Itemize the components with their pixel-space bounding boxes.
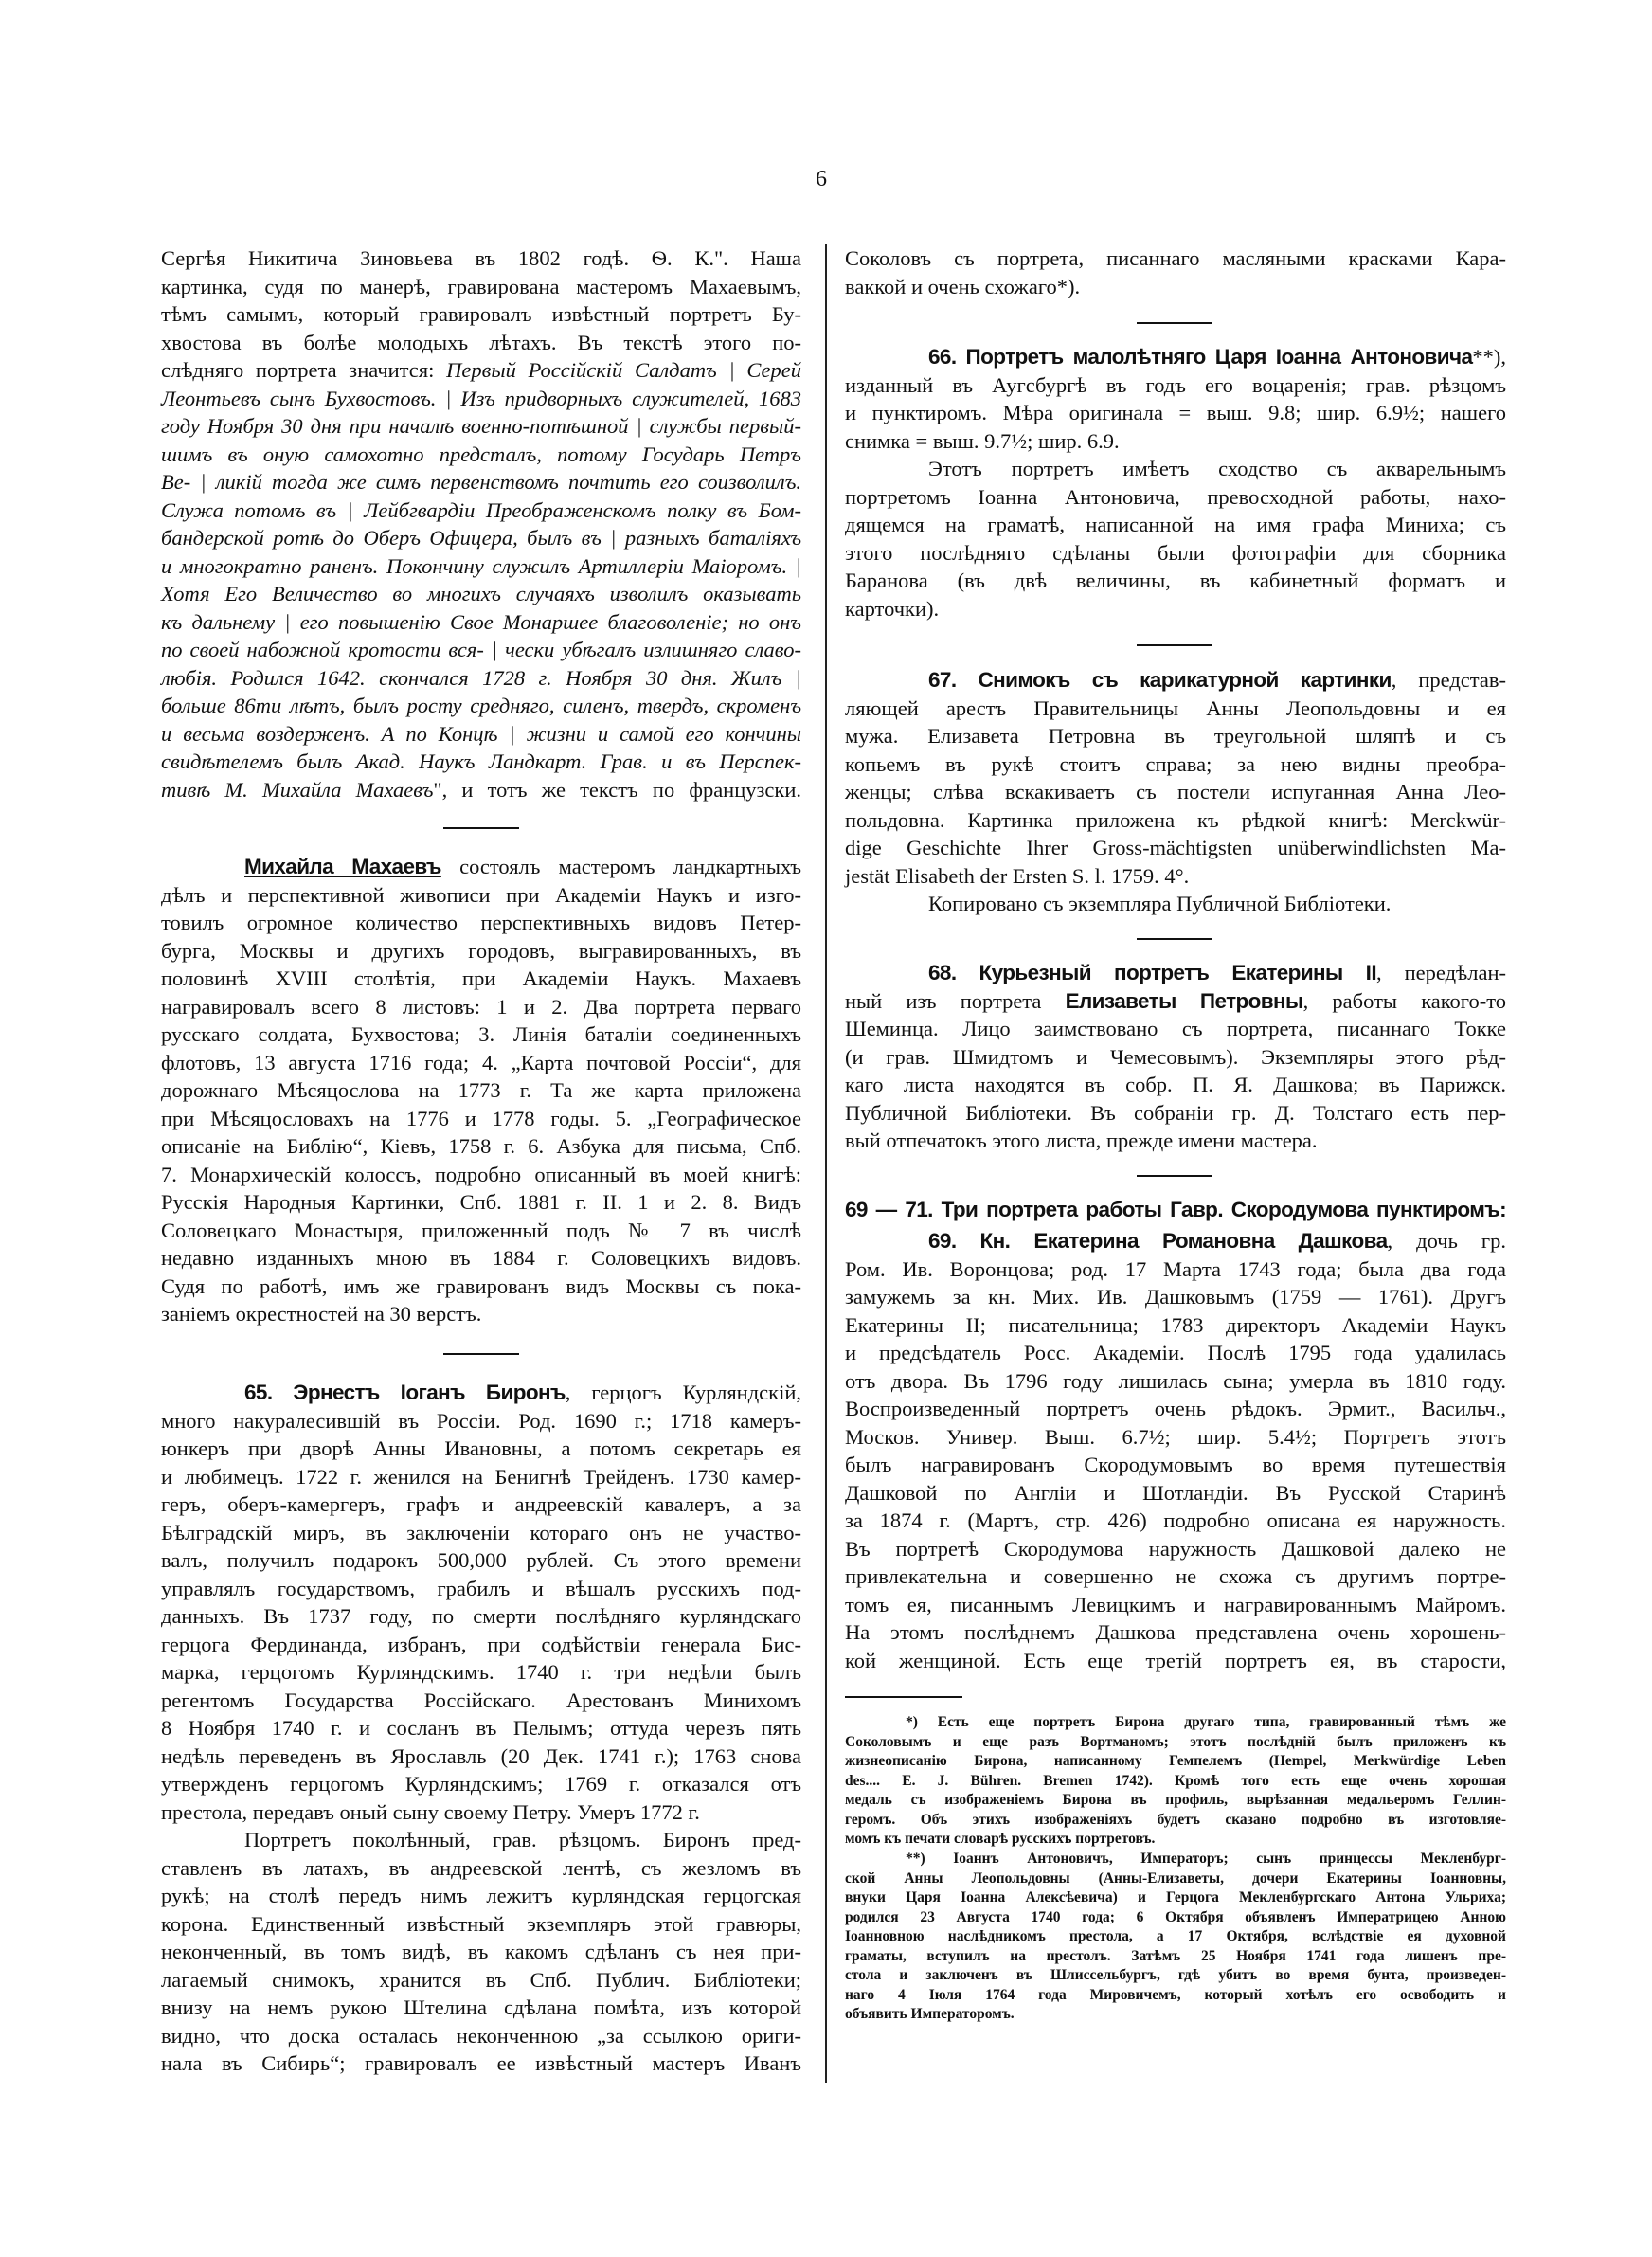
text-segment: хвостова въ болѣе молодыхъ лѣтахъ. Въ текстѣ этого по- [161,330,801,354]
bold-heading: 65. Эрнестъ Іоганъ Биронъ [244,1381,566,1404]
text-segment: Публичной Библіотеки. Въ собраніи гр. Д. Толстаго есть пер- [845,1100,1506,1125]
text-segment: наго 4 Іюля 1764 года Мировичемъ, который хотѣлъ его освободить и [845,1986,1506,2003]
text-segment: товилъ огромное количество перспективныхъ видовъ Петер- [161,911,801,934]
paragraph-66-description [845,455,1506,623]
text-line [161,1994,801,2022]
text-line [845,1752,1506,1772]
italic-text: свидѣтелемъ былъ Акад. Наукъ Ландкарт. Грав. и въ Перспек- [161,749,801,773]
text-line [845,2005,1506,2025]
italic-text: бандерской ротѣ до Оберъ Офицера, былъ въ | разныхъ баталіяхъ [161,526,801,550]
text-segment: кой женщиной. Есть еще третій портретъ ея, въ старости, [845,1648,1506,1672]
text-segment: данныхъ. Въ 1737 году, по смерти послѣдняго курляндскаго [161,1604,801,1628]
text-line [845,1311,1506,1340]
text-segment: Въ портретѣ Скородумова наружность Дашковой далеко не [845,1536,1506,1561]
text-segment: жизнеописанію Бирона, написанному Гемпелемъ (Hempel, Merkwürdige Leben [845,1753,1506,1769]
text-line [845,1927,1506,1947]
text-segment: , герцогъ Курляндскій, [565,1381,801,1404]
footnote-divider [845,1696,962,1698]
text-line [845,987,1506,1016]
text-segment: корона. Единственный извѣстный экземпляръ этой гравюры, [161,1911,801,1936]
text-segment: лагаемый снимокъ, хранится въ Спб. Публич. Библіотеки; [161,1967,801,1992]
text-segment: внуки Царя Іоанна Алексѣевича) и Герцога Мекленбургскаго Антона Ульриха; [845,1889,1506,1905]
entry-66-ioann-antonovich [845,343,1506,455]
text-line [161,2022,801,2050]
text-line [161,1631,801,1659]
text-line [845,1618,1506,1647]
text-segment: , представ- [1391,668,1506,692]
text-line [845,1791,1506,1811]
text-segment: внизу на немъ рукою Штелина сдѣлана помѣта, изъ которой [161,1995,801,2019]
text-segment: много накуралесившій въ Россіи. Род. 1690 г.; 1718 камеръ- [161,1408,801,1433]
text-segment: дѣлъ и перспективной живописи при Академіи Наукъ и изго- [161,882,801,907]
text-line [161,1546,801,1575]
text-segment: вый отпечатокъ этого листа, прежде имени мастера. [845,1128,1318,1152]
text-line [845,695,1506,723]
text-line [161,636,801,664]
text-line [161,1132,801,1161]
text-line [161,692,801,720]
text-line [845,511,1506,539]
text-line [845,890,1506,918]
text-line [845,1591,1506,1619]
text-line [161,552,801,581]
text-line [161,356,801,385]
text-segment: бурга, Москвы и другихъ городовъ, выгравированныхъ, въ [161,938,801,963]
text-line [845,806,1506,835]
text-segment: ляющей арестъ Правительницы Анны Леопольдовны и ея [845,695,1506,720]
text-line [161,1217,801,1245]
text-segment: граматы, вступилъ на престолъ. Затѣмъ 25 Ноября 1741 года лишенъ пре- [845,1947,1506,1964]
bold-heading: 69. Кн. Екатерина Романовна Дашкова [928,1229,1388,1253]
text-line [845,1071,1506,1099]
text-segment: герцога Фердинанда, избранъ, при содѣйствіи генерала Бис- [161,1632,801,1656]
text-segment: (и грав. Шмидтомъ и Чемесовымъ). Экземпляры этого рѣд- [845,1044,1506,1069]
text-segment: Русскія Народныя Картинки, Спб. 1881 г. II. 1 и 2. 8. Видъ [161,1190,801,1214]
text-segment: стола и заключенъ въ Шлиссельбургъ, гдѣ убитъ во время бунта, произведен- [845,1967,1506,1983]
section-heading-69-71 [845,1196,1506,1224]
text-segment: ваккой и очень схожаго*). [845,274,1081,298]
text-segment: момъ къ печати словарѣ русскихъ портретовъ. [845,1831,1156,1847]
italic-text: году Ноября 30 дня при началѣ военно-потѣшной | службы первый- [161,414,801,438]
text-line [845,1830,1506,1850]
text-line [845,1811,1506,1831]
text-segment: des.... E. J. Bühren. Bremen 1742). Кромѣ того есть еще очень хорошая [845,1772,1506,1789]
text-segment: Воспроизведенный портретъ очень рѣдокъ. Эрмит., Васильч., [845,1397,1506,1420]
text-segment: Шеминца. Лицо заимствовано съ портрета, писаннаго Токке [845,1017,1506,1040]
text-segment: дящемся на граматѣ, написанной на имя графа Миниха; съ [845,513,1506,536]
italic-text: по своей набожной кротости вся- | чески убѣгалъ излишняго славо- [161,638,801,661]
italic-text: Ве- | ликій тогда же симъ первенствомъ почтить его соизволилъ. [161,470,801,494]
text-line [161,1938,801,1966]
text-line [161,1463,801,1491]
text-segment: Дашковой по Англіи и Шотландіи. Въ Русской Старинѣ [845,1480,1506,1505]
paragraph-makhaev [161,853,801,1328]
text-segment: снимка = выш. 9.7½; шир. 6.9. [845,428,1120,453]
text-line [161,1407,801,1435]
text-segment: престола, передавъ оный сыну своему Петру. Умеръ 1772 г. [161,1799,700,1824]
text-line [845,399,1506,427]
text-line [161,1519,801,1547]
section-divider [1137,644,1212,646]
text-segment: замужемъ за кн. Мих. Ив. Дашковымъ (1759 — 1761). Другъ [845,1285,1506,1309]
paragraph-biron-portrait [161,1826,801,2078]
text-line [845,1507,1506,1535]
text-line [161,937,801,966]
text-segment: jestät Elisabeth der Ersten S. l. 1759. 4°. [845,863,1190,888]
text-line [845,1713,1506,1733]
text-line [845,1479,1506,1508]
text-segment: мужа. Елизавета Петровна въ треугольной шляпѣ и съ [845,724,1506,748]
text-line [161,244,801,273]
text-line [845,567,1506,595]
bold-heading: 66. Портретъ малолѣтняго Царя Іоанна Антоновича [928,345,1473,369]
paragraph-67-copied [845,890,1506,918]
text-line [161,1714,801,1742]
text-line [845,1535,1506,1563]
text-line [161,580,801,608]
text-line [161,1105,801,1133]
text-segment: Екатерины II; писательница; 1783 директоръ Академіи Наукъ [845,1312,1506,1337]
text-segment: Москов. Универ. Выш. 6.7½; шир. 5.4½; Портретъ этотъ [845,1424,1506,1449]
text-line [845,343,1506,371]
text-segment: картинка, судя по манерѣ, гравирована мастеромъ Махаевымъ, [161,274,801,298]
bold-heading: 67. Снимокъ съ карикатурной картинки [928,668,1392,692]
text-line [845,1395,1506,1423]
text-segment: регентомъ Государства Россійскаго. Арестованъ Минихомъ [161,1688,801,1712]
text-segment: недѣль переведенъ въ Ярославль (20 Дек. 1741 г.); 1763 снова [161,1743,801,1768]
text-segment: портретомъ Іоанна Антоновича, превосходной работы, нахо- [845,484,1506,509]
text-line [161,720,801,749]
text-line [845,750,1506,779]
text-line [845,1367,1506,1396]
text-segment: копьемъ въ рукѣ стоитъ справа; за нею видны преобра- [845,751,1506,776]
text-segment: изданный въ Аугсбургѣ въ годъ его воцаренія; грав. рѣзцомъ [845,372,1506,397]
text-line [845,1986,1506,2006]
text-segment: описаніе на Библію“, Кіевъ, 1758 г. 6. Азбука для письма, Спб. [161,1134,801,1158]
text-line [845,1966,1506,1986]
text-segment: дорожнаго Мѣсяцослова на 1773 г. Та же карта приложена [161,1078,801,1102]
text-line [161,1020,801,1049]
text-line [845,722,1506,750]
text-line [161,1435,801,1463]
text-segment: Іоанновною наслѣдникомъ престола, а 17 Октября, вслѣдствіе ея духовной [845,1928,1506,1944]
bold-heading: 69 — 71. Три портрета работы Гавр. Скородумова пунктиромъ: [845,1198,1506,1221]
text-line [161,385,801,413]
entry-67-caricature [845,666,1506,890]
text-segment: карточки). [845,596,940,621]
italic-text: и весьма воздерженъ. А по Концѣ | жизни и самой его кончины [161,721,801,746]
text-segment: неконченный, въ томъ видѣ, въ какомъ сдѣланъ съ нея при- [161,1940,801,1963]
italic-text: больше 86ти лѣтъ, былъ росту средняго, силенъ, твердъ, скроменъ [161,694,801,717]
text-line [845,1283,1506,1311]
text-segment: геромъ. Объ этихъ изображеніяхъ будетъ сказано подробно въ изготовляе- [845,1811,1506,1828]
text-segment: , работы какого-то [1302,988,1507,1013]
text-segment: **) Іоаннъ Антоновичъ, Императоръ; сынъ принцессы Мекленбург- [906,1851,1506,1867]
text-line [845,539,1506,568]
text-segment: польдовна. Картинка приложена къ рѣдкой книгѣ: Merckwür- [845,807,1506,832]
italic-text: Служа потомъ въ | Лейбгвардіи Преображенскомъ полку въ Бом- [161,497,801,522]
text-segment: медаль съ изображеніемъ Бирона въ профиль, вырѣзанная медальеромъ Геллин- [845,1792,1506,1808]
text-line [161,2049,801,2078]
bold-heading: Михайла Махаевъ [244,855,441,878]
text-segment: **), [1472,345,1506,369]
text-segment: каго листа находятся въ собр. П. Я. Дашкова; въ Парижск. [845,1073,1506,1096]
text-segment: рукѣ; на столѣ передъ нимъ лежитъ курляндская герцогская [161,1884,801,1907]
text-line [845,834,1506,862]
text-line [845,1423,1506,1452]
text-line [845,483,1506,512]
text-line [161,1273,801,1301]
text-segment: , передѣлан- [1376,961,1506,984]
text-line [161,965,801,993]
italic-text: любія. Родился 1642. скончался 1728 г. Ноября 30 дня. Жилъ | [161,665,801,690]
text-segment: недавно изданныхъ мною въ 1884 г. Соловецкихъ видовъ. [161,1246,801,1270]
text-line [161,1770,801,1798]
text-line [845,862,1506,891]
text-line [161,993,801,1021]
paragraph-zinoviev-inscription [161,244,801,803]
text-segment: Бѣлградскій миръ, въ заключеніи котораго онъ не участво- [161,1520,801,1544]
footnote-2 [845,1850,1506,2025]
text-segment: награвировалъ всего 8 листовъ: 1 и 2. Два портрета перваго [161,994,801,1019]
text-segment: На этомъ послѣднемъ Дашкова представлена очень хорошень- [845,1620,1506,1644]
section-divider [1137,1175,1212,1177]
text-line [845,1255,1506,1284]
text-segment: былъ награвированъ Скородумовымъ во время путешествія [845,1453,1506,1476]
text-segment: заніемъ окрестностей на 30 верстъ. [161,1302,482,1326]
text-segment: слѣдняго портрета значится: [161,358,447,382]
text-line [161,1300,801,1328]
text-line [161,1910,801,1939]
italic-text: къ дальнему | его повышенію Свое Монаршее благоволеніе; но онъ [161,609,801,634]
footnote-1 [845,1713,1506,1850]
text-line [161,776,801,804]
text-line [845,1099,1506,1128]
text-segment: русскаго солдата, Бухвостова; 3. Линія баталіи соединенныхъ [161,1022,801,1046]
text-line [845,1850,1506,1869]
text-line [161,1742,801,1771]
text-line [161,1602,801,1631]
text-segment: половинѣ XVIII столѣтія, при Академіи Наукъ. Махаевъ [161,966,801,990]
text-line [161,329,801,357]
text-segment: марка, герцогомъ Курляндскимъ. 1740 г. три недѣли былъ [161,1660,801,1684]
entry-69-dashkova [845,1227,1506,1674]
entry-65-biron [161,1379,801,1826]
text-line [161,300,801,329]
bold-heading: 68. Курьезный портретъ Екатерины II [928,961,1376,984]
text-segment: юнкеръ при дворѣ Анны Ивановны, а потомъ секретарь ея [161,1436,801,1460]
text-line [161,1379,801,1407]
text-segment: привлекательна и совершенно не схожа съ другимъ портре- [845,1564,1506,1588]
text-line [845,1227,1506,1255]
text-segment: и предсѣдатель Росс. Академіи. Послѣ 1795 года удалилась [845,1341,1506,1364]
text-line [161,1161,801,1189]
text-line [845,1888,1506,1908]
text-segment: , дочь гр. [1387,1229,1506,1253]
text-segment: видно, что доска осталась неконченною „за ссылкою ориги- [161,2023,801,2048]
text-line [161,1798,801,1827]
text-segment: и любимецъ. 1722 г. женился на Бенигнѣ Трейденъ. 1730 камер- [161,1464,801,1489]
text-line [845,427,1506,456]
text-line [845,1947,1506,1967]
text-segment: родился 23 Августа 1740 года; 6 Октября объявленъ Императрицею Анною [845,1908,1506,1925]
text-line [845,1647,1506,1675]
text-segment: Баранова (въ двѣ величины, въ кабинетный форматъ и [845,569,1506,592]
italic-text: Хотя Его Величество во многихъ случаяхъ изволилъ оказывать [161,582,801,605]
text-line [845,1562,1506,1591]
text-line [161,1966,801,1995]
text-segment: этого послѣдняго сдѣланы были фотографіи для сборника [845,540,1506,565]
italic-text: и многократно раненъ. Покончину служилъ Артиллеріи Маіоромъ. | [161,553,801,578]
text-segment: женцы; слѣва вскакиваетъ съ постели испуганная Анна Лео- [845,780,1506,803]
text-segment: dige Geschichte Ihrer Gross-mächtigsten unüberwindlichsten Ma- [845,836,1506,859]
text-segment: Портретъ поколѣнный, грав. рѣзцомъ. Биронъ пред- [244,1828,801,1851]
section-divider [443,827,519,829]
text-segment: Сергѣя Никитича Зиновьева въ 1802 годѣ. Ѳ. К.". Наша [161,246,801,270]
text-segment: и пунктиромъ. Мѣра оригинала = выш. 9.8; шир. 6.9½; нашего [845,401,1506,424]
text-segment: 7. Монархическій колоссъ, подробно описанный въ моей книгѣ: [161,1162,801,1186]
text-segment: Соловецкаго Монастыря, приложенный подъ № 7 въ числѣ [161,1218,801,1242]
text-segment: 8 Ноября 1740 г. и сосланъ въ Пелымъ; оттуда черезъ пять [161,1716,801,1740]
text-segment: геръ, оберъ-камергеръ, графъ и андреевскій кавалеръ, а за [161,1492,801,1516]
text-line [845,666,1506,695]
text-line [161,1882,801,1910]
text-segment: ный изъ портрета [845,988,1066,1013]
italic-text: Леонтьевъ сынъ Бухвостовъ. | Изъ придворныхъ служителей, 1683 [161,386,801,410]
text-line [845,1127,1506,1155]
text-line [845,244,1506,273]
italic-text: шимъ въ оную самохотно предсталъ, потому Государь Петръ [161,442,801,466]
text-line [845,1772,1506,1792]
text-line [161,273,801,301]
text-segment: *) Есть еще портретъ Бирона другаго типа, гравированный тѣмъ же [906,1714,1506,1730]
text-line [845,1908,1506,1928]
text-line [845,455,1506,483]
text-line [161,441,801,469]
text-segment: Ром. Ив. Воронцова; род. 17 Марта 1743 года; была два года [845,1256,1506,1281]
text-line [161,748,801,776]
text-line [161,853,801,881]
text-line [161,524,801,552]
text-segment: при Мѣсяцословахъ на 1776 и 1778 годы. 5. „Географическое [161,1106,801,1130]
text-line [161,1658,801,1687]
text-line [845,959,1506,987]
paragraph-sokolov-continuation [845,244,1506,300]
text-line [845,1043,1506,1072]
text-segment: Соколовымъ и еще разъ Вортманомъ; этотъ послѣдній былъ приложенъ къ [845,1733,1506,1750]
text-line [161,497,801,525]
text-line [161,608,801,637]
text-segment: ской Анны Леопольдовны (Анны-Елизаветы, дочери Екатерины Іоанновны, [845,1869,1506,1887]
page-number: 6 [816,167,827,191]
text-line [161,1188,801,1217]
text-line [161,412,801,441]
text-segment: флотовъ, 13 августа 1716 года; 4. „Карта почтовой Россіи“, для [161,1050,801,1074]
text-segment: Копировано съ экземпляра Публичной Библіотеки. [928,892,1392,915]
section-divider [1137,938,1212,940]
section-divider [1137,322,1212,324]
text-line [845,273,1506,301]
text-line [845,1339,1506,1367]
text-segment: ставленъ въ латахъ, въ андреевской лентѣ, съ жезломъ въ [161,1855,801,1880]
text-segment: объявить Императоромъ. [845,2006,1015,2022]
section-divider [443,1353,519,1355]
column-divider [825,244,827,2083]
text-segment: тѣмъ самымъ, который гравировалъ извѣстный портретъ Бу- [161,302,801,326]
text-segment: ", и тотъ же текстъ по французски. [433,777,801,802]
text-line [845,1451,1506,1479]
text-segment: Соколовъ съ портрета, писаннаго масляными красками Кара- [845,246,1506,270]
text-segment: валъ, получилъ подарокъ 500,000 рублей. Съ этого времени [161,1548,801,1572]
text-line [161,1490,801,1519]
text-line [845,595,1506,623]
text-line [161,1826,801,1854]
text-line [161,1687,801,1715]
text-segment: за 1874 г. (Мартъ, стр. 426) подробно описана ея наружность. [845,1508,1506,1532]
text-line [161,468,801,497]
text-line [845,778,1506,806]
bold-heading: Елизаветы Петровны [1065,988,1303,1013]
text-line [845,1733,1506,1753]
text-line [161,881,801,910]
text-line [845,1015,1506,1043]
text-segment: состоялъ мастеромъ ландкартныхъ [440,855,801,878]
text-segment: управлялъ государствомъ, грабилъ и вѣшалъ русскихъ под- [161,1576,801,1600]
text-segment: утвержденъ герцогомъ Курляндскимъ; 1769 г. отказался отъ [161,1772,801,1796]
text-line [161,664,801,693]
text-line [161,1049,801,1077]
italic-text: тивѣ М. Михайла Махаевъ [161,777,434,802]
text-segment: Судя по работѣ, имъ же гравированъ видъ Москвы съ пока- [161,1273,801,1298]
entry-68-catherine [845,959,1506,1155]
text-segment: Этотъ портретъ имѣетъ сходство съ акварельнымъ [928,457,1506,480]
text-line [161,909,801,937]
text-segment: отъ двора. Въ 1796 году лишилась сына; умерла въ 1810 году. [845,1368,1506,1393]
text-line [845,1869,1506,1889]
italic-text: Первый Россійскій Салдатъ | Серей [446,358,802,382]
text-line [161,1076,801,1105]
text-line [845,371,1506,400]
text-line [845,1196,1506,1224]
text-line [161,1854,801,1883]
text-line [161,1575,801,1603]
text-segment: томъ ея, писаннымъ Левицкимъ и награвированнымъ Майромъ. [845,1592,1506,1616]
text-line [161,1244,801,1273]
text-segment: нала въ Сибирь“; гравировалъ ее извѣстный мастеръ Иванъ [161,2051,801,2075]
